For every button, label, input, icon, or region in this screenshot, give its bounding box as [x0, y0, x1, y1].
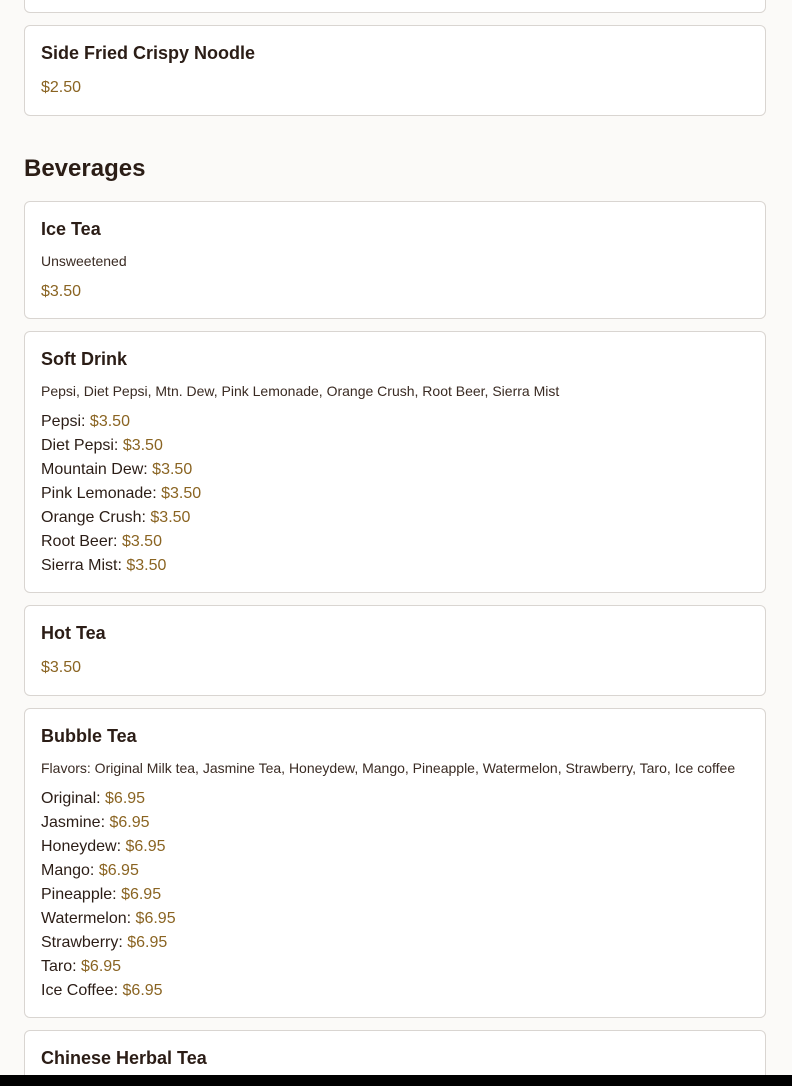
variant-label: Pink Lemonade: — [41, 485, 162, 502]
variant-label: Strawberry: — [41, 934, 128, 951]
variant-row — [41, 955, 749, 979]
variant-price: $3.50 — [161, 485, 202, 502]
variant-label: Sierra Mist: — [41, 557, 127, 574]
variant-row — [41, 811, 749, 835]
menu-item-description: Pepsi, Diet Pepsi, Mtn. Dew, Pink Lemonade, Orange Crush, Root Beer, Sierra Mist — [41, 383, 560, 399]
variant-label: Ice Coffee: — [41, 982, 123, 999]
variant-row — [41, 787, 749, 811]
variant-price: $6.95 — [125, 838, 166, 855]
variant-price: $6.95 — [122, 982, 163, 999]
menu-item-name: Side Fried Crispy Noodle — [41, 43, 256, 63]
variant-label: Honeydew: — [41, 838, 126, 855]
menu-item-herbal-tea[interactable] — [24, 1030, 766, 1075]
menu-item-name: Ice Tea — [41, 219, 101, 239]
menu-item-price: $2.50 — [41, 79, 82, 96]
variant-row — [41, 434, 749, 458]
variant-price: $3.50 — [126, 557, 167, 574]
variant-price: $3.50 — [122, 437, 163, 454]
menu-item-name: Hot Tea — [41, 623, 106, 643]
variant-row — [41, 506, 749, 530]
variant-row — [41, 859, 749, 883]
variant-label: Orange Crush: — [41, 509, 151, 526]
variant-price: $6.95 — [81, 958, 122, 975]
variant-row — [41, 883, 749, 907]
variant-row — [41, 907, 749, 931]
variant-price: $3.50 — [152, 461, 193, 478]
variant-list — [41, 787, 749, 1003]
menu-item-name: Bubble Tea — [41, 726, 137, 746]
menu-item-bubble-tea[interactable] — [24, 708, 766, 1018]
menu-item-name: Chinese Herbal Tea — [41, 1048, 207, 1068]
variant-row — [41, 458, 749, 482]
variant-row — [41, 931, 749, 955]
variant-price: $6.95 — [98, 862, 139, 879]
variant-price: $6.95 — [121, 886, 162, 903]
menu-item-name: Soft Drink — [41, 349, 128, 369]
variant-label: Diet Pepsi: — [41, 437, 123, 454]
variant-row — [41, 835, 749, 859]
variant-list — [41, 410, 749, 578]
section-title-beverages: Beverages — [24, 155, 146, 182]
menu-item-description: Flavors: Original Milk tea, Jasmine Tea, Honeydew, Mango, Pineapple, Watermelon, Strawberry, Taro, Ice coffee — [41, 760, 736, 776]
menu-item-hot-tea[interactable] — [24, 605, 766, 696]
bottom-bar — [0, 1075, 792, 1086]
variant-label: Watermelon: — [41, 910, 136, 927]
variant-price: $3.50 — [150, 509, 191, 526]
variant-row — [41, 410, 749, 434]
variant-label: Mango: — [41, 862, 99, 879]
variant-price: $6.95 — [109, 814, 150, 831]
variant-label: Original: — [41, 790, 106, 807]
variant-row — [41, 554, 749, 578]
variant-label: Mountain Dew: — [41, 461, 153, 478]
variant-label: Pepsi: — [41, 413, 90, 430]
menu-item-price: $3.50 — [41, 659, 82, 676]
variant-label: Taro: — [41, 958, 82, 975]
menu-item-soft-drink[interactable] — [24, 331, 766, 593]
variant-label: Jasmine: — [41, 814, 110, 831]
variant-price: $3.50 — [121, 533, 162, 550]
menu-item-ice-tea[interactable] — [24, 201, 766, 319]
variant-row — [41, 482, 749, 506]
menu-item-price: $3.50 — [41, 283, 82, 300]
variant-price: $6.95 — [127, 934, 168, 951]
menu-item-description: Unsweetened — [41, 253, 127, 269]
variant-price: $6.95 — [135, 910, 176, 927]
menu-item-crispy-noodle[interactable] — [24, 25, 766, 116]
variant-price: $3.50 — [89, 413, 130, 430]
menu-item-card-previous — [24, 0, 766, 13]
variant-row — [41, 530, 749, 554]
variant-price: $6.95 — [105, 790, 146, 807]
variant-row — [41, 979, 749, 1003]
variant-label: Root Beer: — [41, 533, 122, 550]
variant-label: Pineapple: — [41, 886, 122, 903]
